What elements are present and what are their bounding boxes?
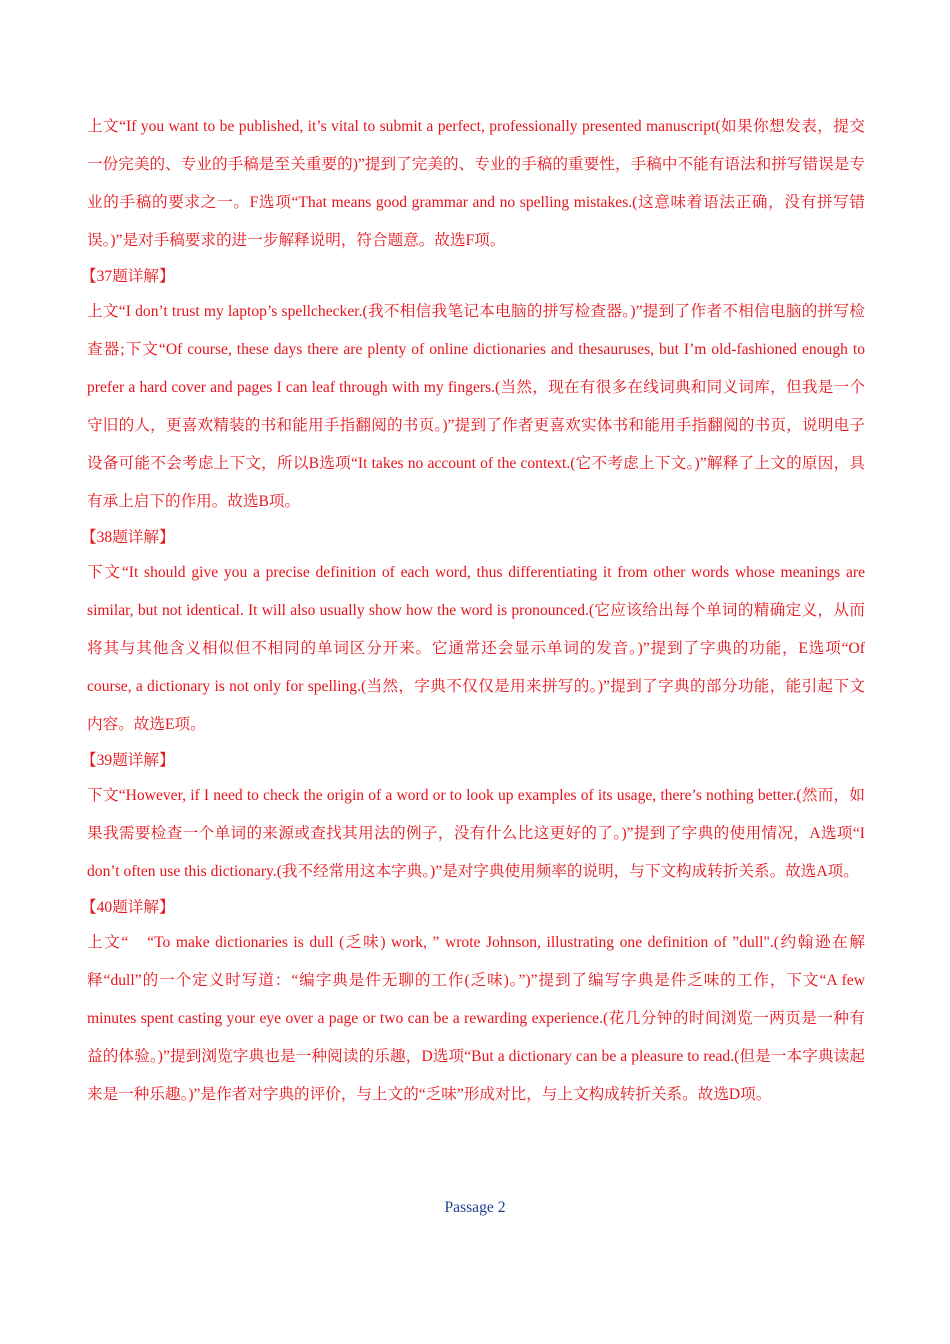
explanation-37-paragraph: 上文“I don’t trust my laptop’s spellchecker.(我不相信我笔记本电脑的拼写检查器。)”提到了作者不相信电脑的拼写检查器;下文“Of course, these days there are plenty of online dictionaries and thesauruses, but I’m old-fashioned enough to prefer a hard cover and pages I can leaf through with my fingers.(当然，现在有很多在线词典和同义词库，但我是一个守旧的人，更喜欢精装的书和能用手指翻阅的书页。)”提到了作者更喜欢实体书和能用手指翻阅的书页，说明电子设备可能不会考虑上下文，所以B选项“It takes no account of the context.(它不考虑上下文。)”解释了上文的原因，具有承上启下的作用。故选B项。 bbox=[87, 303, 865, 510]
question-40-heading: 【40题详解】 bbox=[81, 899, 175, 916]
question-38-heading: 【38题详解】 bbox=[81, 529, 175, 546]
question-37-heading: 【37题详解】 bbox=[81, 268, 175, 285]
explanation-36-paragraph: 上文“If you want to be published, it’s vital to submit a perfect, professionally presented manuscript(如果你想发表，提交一份完美的、专业的手稿是至关重要的)”提到了完美的、专业的手稿的重要性，手稿中不能有语法和拼写错误是专业的手稿的要求之一。F选项“That means good grammar and no spelling mistakes.(这意味着语法正确，没有拼写错误。)”是对手稿要求的进一步解释说明，符合题意。故选F项。 bbox=[87, 118, 865, 249]
explanation-39-paragraph: 下文“However, if I need to check the origin of a word or to look up examples of its usage, there’s nothing better.(然而，如果我需要检查一个单词的来源或查找其用法的例子，没有什么比这更好的了。)”提到了字典的使用情况，A选项“I don’t often use this dictionary.(我不经常用这本字典。)”是对字典使用频率的说明，与下文构成转折关系。故选A项。 bbox=[87, 787, 865, 880]
question-39-heading: 【39题详解】 bbox=[81, 752, 175, 769]
explanation-38-paragraph: 下文“It should give you a precise definition of each word, thus differentiating it from other words whose meanings are similar, but not identical. It will also usually show how the word is pronounced.(它应该给出每个单词的精确定义，从而将其与其他含义相似但不相同的单词区分开来。它通常还会显示单词的发音。)”提到了字典的功能，E选项“Of course, a dictionary is not only for spelling.(当然，字典不仅仅是用来拼写的。)”提到了字典的部分功能，能引起下文内容。故选E项。 bbox=[87, 564, 865, 733]
answer-explanations bbox=[81, 108, 865, 1114]
explanation-40-paragraph: 上文“ “To make dictionaries is dull (乏味) work, ” wrote Johnson, illustrating one definition of ”dull".(约翰逊在解释“dull”的一个定义时写道：“编字典是件无聊的工作(乏味)。”)”提到了编写字典是件乏味的工作，下文“A few minutes spent casting your eye over a page or two can be a rewarding experience.(花几分钟的时间浏览一两页是一种有益的体验。)”提到浏览字典也是一种阅读的乐趣，D选项“But a dictionary can be a pleasure to read.(但是一本字典读起来是一种乐趣。)”是作者对字典的评价，与上文的“乏味”形成对比，与上文构成转折关系。故选D项。 bbox=[87, 934, 865, 1103]
passage-footer-label: Passage 2 bbox=[444, 1199, 506, 1216]
